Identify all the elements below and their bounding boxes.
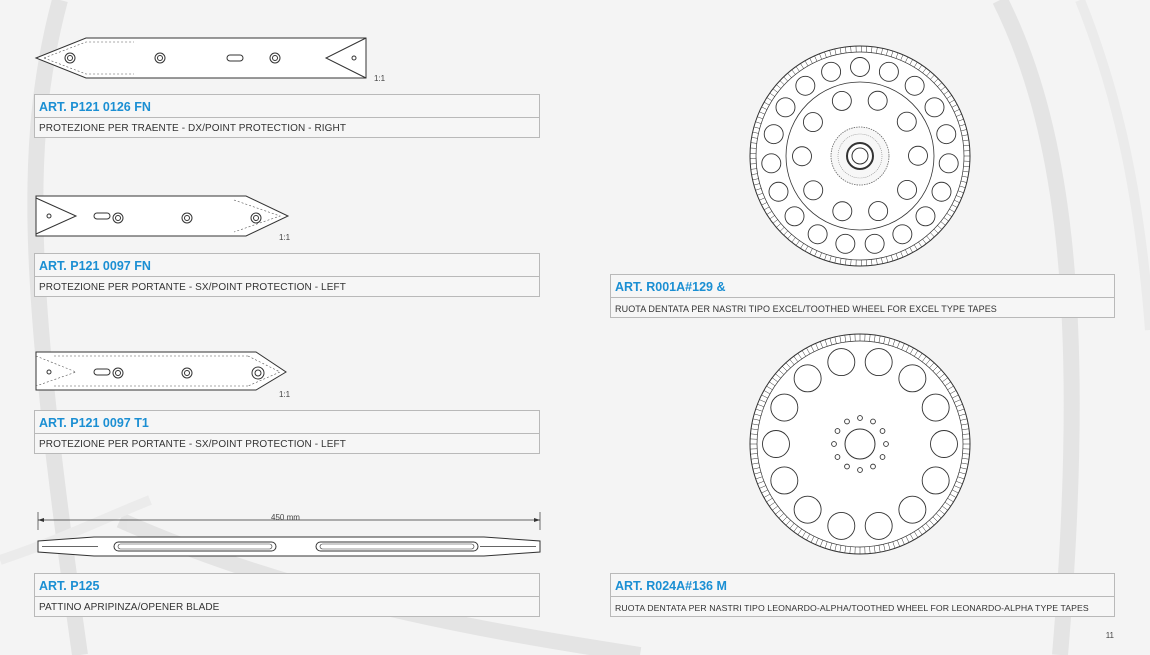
item-card-6 (610, 573, 1115, 617)
item-card-4 (34, 573, 540, 617)
item-card-3 (34, 410, 540, 454)
item-description-4: PATTINO APRIPINZA/OPENER BLADE (39, 602, 220, 613)
drawing-point-protection-left-t1 (34, 350, 294, 392)
item-code-6: ART. R024A#136 M (615, 579, 727, 593)
item-description-6: RUOTA DENTATA PER NASTRI TIPO LEONARDO-ALPHA/TOOTHED WHEEL FOR LEONARDO-ALPHA TYPE TAPES (615, 603, 1089, 613)
scale-label-2: 1:1 (279, 233, 291, 242)
item-code-5: ART. R001A#129 & (615, 280, 726, 294)
card-divider (35, 276, 539, 277)
card-divider (611, 596, 1114, 597)
drawing-toothed-wheel-leonardo-alpha (748, 332, 972, 556)
card-divider (35, 596, 539, 597)
item-code-2: ART. P121 0097 FN (39, 259, 151, 273)
item-code-1: ART. P121 0126 FN (39, 100, 151, 114)
item-card-5 (610, 274, 1115, 318)
drawing-point-protection-left (34, 194, 294, 238)
item-description-3: PROTEZIONE PER PORTANTE - SX/POINT PROTECTION - LEFT (39, 439, 346, 450)
item-card-2 (34, 253, 540, 297)
item-card-1 (34, 94, 540, 138)
card-divider (35, 433, 539, 434)
item-description-2: PROTEZIONE PER PORTANTE - SX/POINT PROTECTION - LEFT (39, 282, 346, 293)
item-description-1: PROTEZIONE PER TRAENTE - DX/POINT PROTECTION - RIGHT (39, 123, 347, 134)
item-code-4: ART. P125 (39, 579, 100, 593)
scale-label-3: 1:1 (279, 390, 291, 399)
drawing-point-protection-right (34, 34, 374, 82)
page-number: 11 (1105, 631, 1114, 640)
card-divider (611, 297, 1114, 298)
item-description-5: RUOTA DENTATA PER NASTRI TIPO EXCEL/TOOTHED WHEEL FOR EXCEL TYPE TAPES (615, 304, 997, 314)
item-code-3: ART. P121 0097 T1 (39, 416, 149, 430)
drawing-toothed-wheel-excel (748, 44, 972, 268)
scale-label-1: 1:1 (374, 74, 386, 83)
card-divider (35, 117, 539, 118)
dimension-label: 450 mm (271, 513, 300, 522)
